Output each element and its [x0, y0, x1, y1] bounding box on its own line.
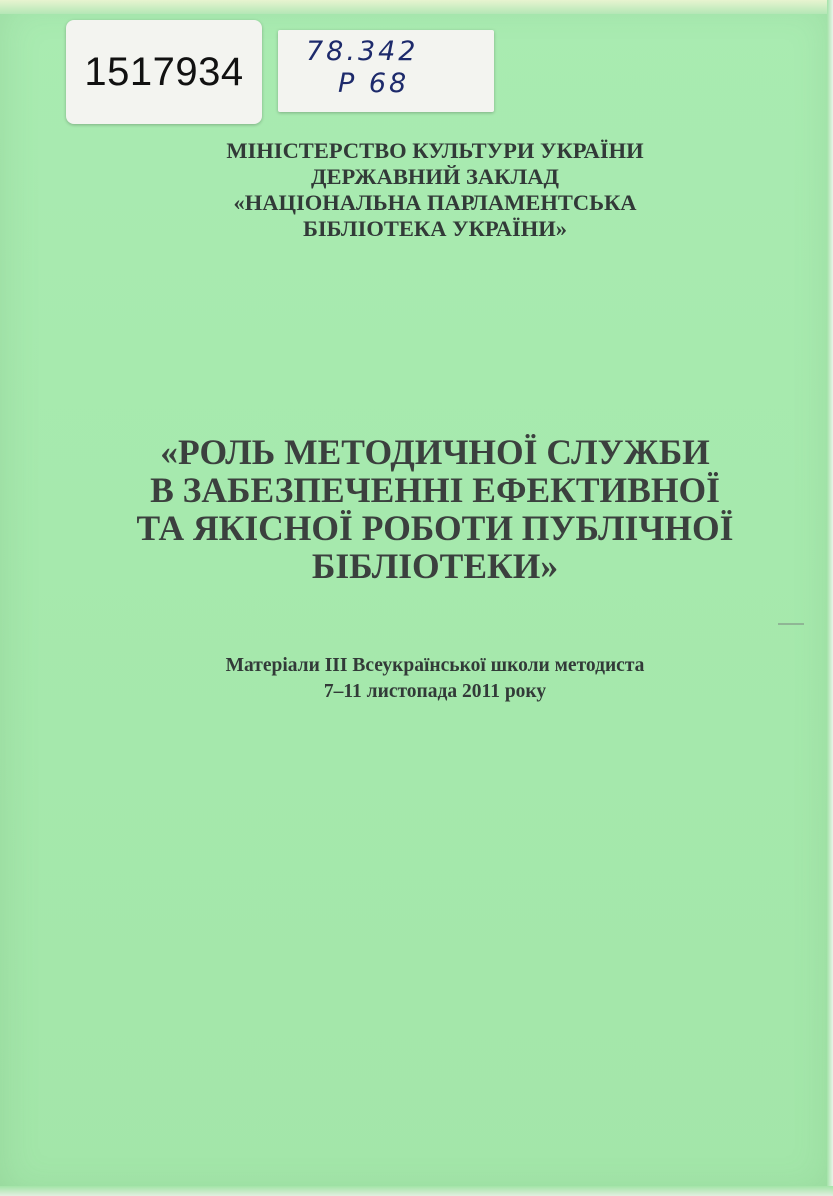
title-line: БІБЛІОТЕКИ» [311, 546, 559, 586]
book-title [90, 433, 780, 585]
publisher-line: ДЕРЖАВНИЙ ЗАКЛАД [310, 164, 559, 189]
cover-bottom-edge [0, 1186, 833, 1196]
publisher-line: «НАЦІОНАЛЬНА ПАРЛАМЕНТСЬКА [233, 190, 637, 215]
classification-code: 78.342 [306, 36, 419, 67]
cover-mark [778, 623, 804, 625]
subtitle-line: 7–11 листопада 2011 року [323, 681, 547, 702]
title-line: В ЗАБЕЗПЕЧЕННІ ЕФЕКТИВНОЇ [150, 470, 720, 510]
publisher-block [140, 138, 730, 242]
inventory-number: 1517934 [84, 50, 244, 94]
title-line: ТА ЯКІСНОЇ РОБОТИ ПУБЛІЧНОЇ [136, 508, 734, 548]
publisher-line: БІБЛІОТЕКА УКРАЇНИ» [302, 216, 568, 241]
subtitle-line: Матеріали ІІІ Всеукраїнської школи методиста [225, 655, 645, 676]
author-mark: Р 68 [338, 68, 410, 99]
publisher-line: МІНІСТЕРСТВО КУЛЬТУРИ УКРАЇНИ [226, 138, 644, 163]
classification-code-sticker [278, 30, 494, 112]
title-line: «РОЛЬ МЕТОДИЧНОЇ СЛУЖБИ [160, 432, 710, 472]
cover-right-edge [827, 0, 833, 1196]
inventory-number-sticker [66, 20, 262, 124]
cover-top-edge [0, 0, 833, 14]
book-subtitle [130, 653, 740, 705]
